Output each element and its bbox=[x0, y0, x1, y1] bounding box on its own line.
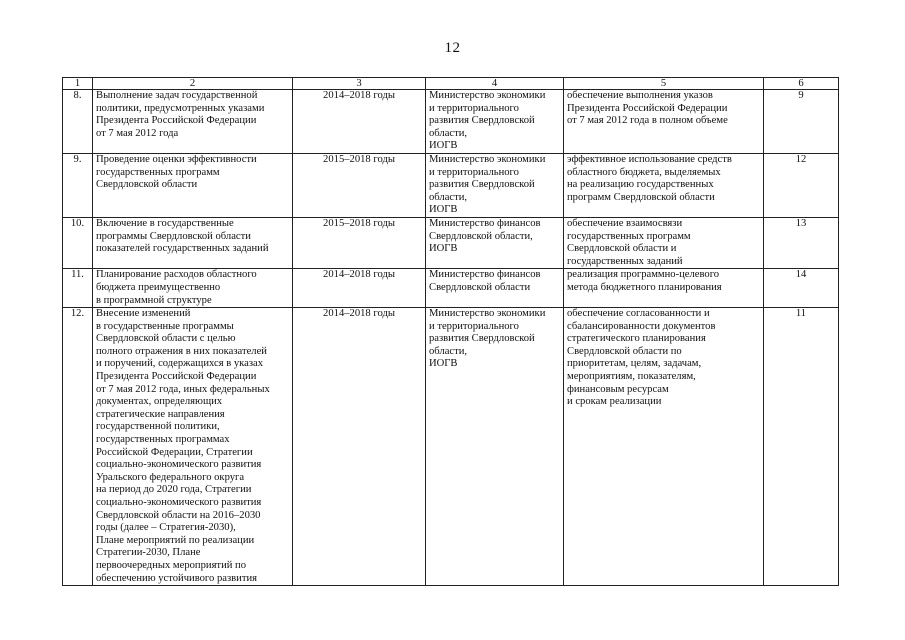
task-cell-line: в государственные программы bbox=[96, 320, 234, 332]
result-cell-line: сбалансированности документов bbox=[567, 320, 716, 332]
executor-cell bbox=[426, 308, 564, 586]
result-cell-line: стратегического планирования bbox=[567, 333, 706, 345]
task-cell bbox=[93, 153, 293, 217]
indicator-cell: 14 bbox=[764, 269, 839, 308]
column-header-number: 1 bbox=[63, 78, 93, 90]
task-cell-line: Стратегии-2030, Плане bbox=[96, 547, 201, 559]
executor-cell-line: развития Свердловской bbox=[429, 179, 535, 191]
result-cell-line: и срокам реализации bbox=[567, 396, 662, 408]
executor-cell bbox=[426, 153, 564, 217]
executor-cell-line: Министерство финансов bbox=[429, 269, 541, 281]
result-cell-line: мероприятиям, показателям, bbox=[567, 371, 696, 383]
result-cell-line: обеспечение выполнения указов bbox=[567, 90, 713, 101]
table-header-row bbox=[63, 78, 839, 90]
period-cell: 2014–2018 годы bbox=[293, 90, 426, 154]
task-cell-line: от 7 мая 2012 года bbox=[96, 127, 179, 139]
executor-cell-line: ИОГВ bbox=[429, 140, 458, 152]
executor-cell-line: Свердловской области bbox=[429, 281, 531, 293]
executor-cell-line: ИОГВ bbox=[429, 243, 458, 255]
task-cell bbox=[93, 217, 293, 268]
column-header-indicator: 6 bbox=[764, 78, 839, 90]
task-cell bbox=[93, 308, 293, 586]
table-row bbox=[63, 269, 839, 308]
table-row bbox=[63, 153, 839, 217]
executor-cell-line: Министерство экономики bbox=[429, 308, 546, 320]
period-cell: 2014–2018 годы bbox=[293, 308, 426, 586]
column-header-task: 2 bbox=[93, 78, 293, 90]
task-cell-line: Президента Российской Федерации bbox=[96, 371, 257, 383]
table-row bbox=[63, 217, 839, 268]
row-number: 12. bbox=[63, 308, 93, 586]
table-row bbox=[63, 308, 839, 586]
result-cell bbox=[564, 90, 764, 154]
executor-cell-line: и территориального bbox=[429, 320, 519, 332]
indicator-cell: 13 bbox=[764, 217, 839, 268]
result-cell-line: метода бюджетного планирования bbox=[567, 281, 722, 293]
result-cell bbox=[564, 269, 764, 308]
executor-cell bbox=[426, 90, 564, 154]
task-cell-line: Российской Федерации, Стратегии bbox=[96, 446, 253, 458]
result-cell-line: государственных заданий bbox=[567, 255, 683, 267]
task-cell-line: Свердловской области bbox=[96, 179, 198, 191]
task-cell-line: Внесение изменений bbox=[96, 308, 191, 320]
page-number: 12 bbox=[444, 40, 461, 56]
task-cell-line: Проведение оценки эффективности bbox=[96, 153, 257, 165]
task-cell-line: на период до 2020 года, Стратегии bbox=[96, 484, 252, 496]
result-cell-line: приоритетам, целям, задачам, bbox=[567, 358, 702, 370]
executor-cell-line: области, bbox=[429, 127, 468, 139]
task-cell-line: программы Свердловской области bbox=[96, 230, 251, 242]
result-cell-line: обеспечение согласованности и bbox=[567, 308, 710, 320]
task-cell-line: Плане мероприятий по реализации bbox=[96, 534, 255, 546]
table-row bbox=[63, 90, 839, 154]
row-number: 11. bbox=[63, 269, 93, 308]
task-cell-line: показателей государственных заданий bbox=[96, 243, 269, 255]
executor-cell-line: Свердловской области, bbox=[429, 230, 533, 242]
executor-cell-line: и территориального bbox=[429, 166, 519, 178]
indicator-cell: 9 bbox=[764, 90, 839, 154]
task-cell-line: Свердловской области на 2016–2030 bbox=[96, 509, 261, 521]
result-cell bbox=[564, 217, 764, 268]
period-cell: 2015–2018 годы bbox=[293, 217, 426, 268]
result-cell bbox=[564, 153, 764, 217]
indicator-cell: 11 bbox=[764, 308, 839, 586]
executor-cell-line: Министерство финансов bbox=[429, 217, 541, 229]
result-cell-line: государственных программ bbox=[567, 230, 691, 242]
column-header-period: 3 bbox=[293, 78, 426, 90]
task-cell-line: социально-экономического развития bbox=[96, 497, 262, 508]
result-cell-line: областного бюджета, выделяемых bbox=[567, 166, 721, 178]
row-number: 10. bbox=[63, 217, 93, 268]
executor-cell-line: Министерство экономики bbox=[429, 90, 546, 101]
task-cell-line: Свердловской области с целью bbox=[96, 333, 236, 345]
task-cell-line: Включение в государственные bbox=[96, 217, 234, 229]
result-cell-line: эффективное использование средств bbox=[567, 153, 732, 165]
executor-cell-line: Министерство экономики bbox=[429, 153, 546, 165]
executor-cell-line: развития Свердловской bbox=[429, 115, 535, 127]
period-cell: 2014–2018 годы bbox=[293, 269, 426, 308]
result-cell bbox=[564, 308, 764, 586]
result-cell-line: финансовым ресурсам bbox=[567, 383, 669, 395]
result-cell-line: обеспечение взаимосвязи bbox=[567, 217, 683, 229]
result-cell-line: программ Свердловской области bbox=[567, 191, 715, 203]
table-body bbox=[63, 90, 839, 586]
indicator-cell: 12 bbox=[764, 153, 839, 217]
executor-cell-line: ИОГВ bbox=[429, 204, 458, 216]
measures-table bbox=[62, 77, 839, 586]
task-cell-line: Президента Российской Федерации bbox=[96, 115, 257, 127]
result-cell-line: реализация программно-целевого bbox=[567, 269, 720, 281]
executor-cell-line: области, bbox=[429, 191, 468, 203]
row-number: 8. bbox=[63, 90, 93, 154]
task-cell-line: документах, определяющих bbox=[96, 396, 223, 408]
task-cell-line: полного отражения в них показателей bbox=[96, 345, 267, 357]
period-cell: 2015–2018 годы bbox=[293, 153, 426, 217]
executor-cell-line: ИОГВ bbox=[429, 358, 458, 370]
task-cell-line: годы (далее – Стратегия-2030), bbox=[96, 522, 236, 534]
result-cell-line: на реализацию государственных bbox=[567, 179, 714, 191]
result-cell-line: от 7 мая 2012 года в полном объеме bbox=[567, 115, 728, 127]
executor-cell-line: области, bbox=[429, 345, 468, 357]
row-number: 9. bbox=[63, 153, 93, 217]
result-cell-line: Президента Российской Федерации bbox=[567, 102, 728, 114]
task-cell-line: в программной структуре bbox=[96, 294, 212, 306]
task-cell-line: Выполнение задач государственной bbox=[96, 90, 258, 101]
task-cell-line: Уральского федерального округа bbox=[96, 471, 245, 483]
executor-cell-line: и территориального bbox=[429, 102, 519, 114]
task-cell-line: первоочередных мероприятий по bbox=[96, 559, 247, 571]
task-cell-line: социально-экономического развития bbox=[96, 459, 262, 471]
task-cell bbox=[93, 269, 293, 308]
task-cell-line: государственных программах bbox=[96, 434, 230, 446]
task-cell-line: политики, предусмотренных указами bbox=[96, 102, 265, 114]
result-cell-line: Свердловской области и bbox=[567, 243, 677, 255]
task-cell-line: и поручений, содержащихся в указах bbox=[96, 358, 264, 370]
executor-cell bbox=[426, 269, 564, 308]
task-cell-line: стратегические направления bbox=[96, 408, 225, 420]
task-cell-line: обеспечению устойчивого развития bbox=[96, 572, 257, 584]
column-header-result: 5 bbox=[564, 78, 764, 90]
task-cell-line: государственных программ bbox=[96, 166, 220, 178]
task-cell-line: государственной политики, bbox=[96, 421, 220, 433]
result-cell-line: Свердловской области по bbox=[567, 345, 682, 357]
task-cell-line: Планирование расходов областного bbox=[96, 269, 257, 281]
task-cell bbox=[93, 90, 293, 154]
task-cell-line: от 7 мая 2012 года, иных федеральных bbox=[96, 383, 270, 395]
task-cell-line: бюджета преимущественно bbox=[96, 281, 221, 293]
executor-cell-line: развития Свердловской bbox=[429, 333, 535, 345]
executor-cell bbox=[426, 217, 564, 268]
column-header-executor: 4 bbox=[426, 78, 564, 90]
